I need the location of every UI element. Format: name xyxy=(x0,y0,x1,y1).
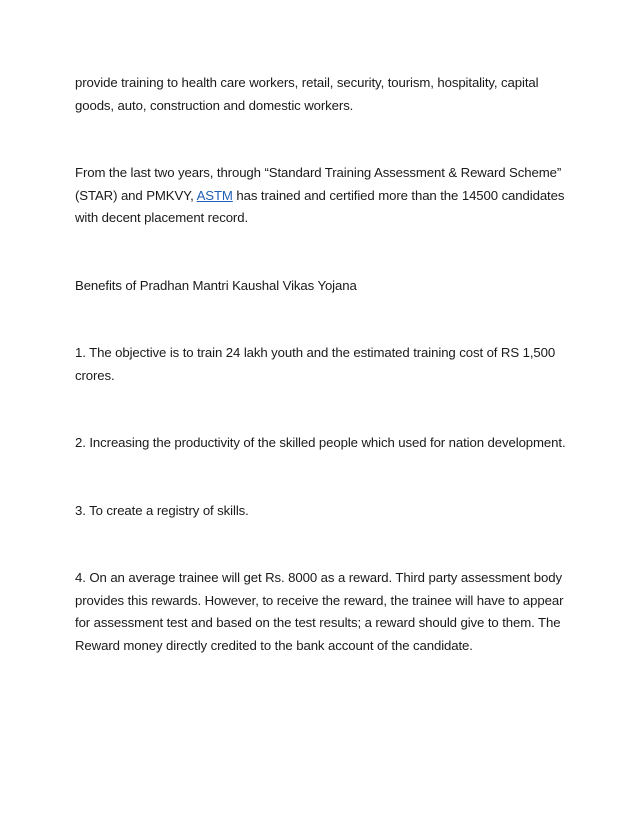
astm-link[interactable]: ASTM xyxy=(196,187,233,203)
paragraph-star-pmkvy-text-end: has trained and certified more than the 14500 candidates with decent placement record. xyxy=(75,187,565,225)
paragraph-star-pmkvy xyxy=(75,162,575,230)
paragraph-training-sectors: provide training to health care workers, retail, security, tourism, hospitality, capital goods, auto, construction and domestic workers. xyxy=(75,75,539,113)
document-body xyxy=(75,72,575,657)
paragraph-star-pmkvy-text-start: From the last two years, through “Standard Training Assessment & Reward Scheme” (STAR) and PMKVY, xyxy=(75,165,562,203)
benefit-item-1: 1. The objective is to train 24 lakh youth and the estimated training cost of RS 1,500 crores. xyxy=(75,345,556,383)
benefit-item-2: 2. Increasing the productivity of the skilled people which used for nation development. xyxy=(75,435,566,450)
benefit-item-4: 4. On an average trainee will get Rs. 8000 as a reward. Third party assessment body provides this rewards. However, to receive the reward, the trainee will have to appear for assessment test and based on the test results; a reward should give to them. The Reward money directly credited to the bank account of the candidate. xyxy=(75,570,564,653)
benefit-item-3: 3. To create a registry of skills. xyxy=(75,502,249,518)
section-heading-benefits: Benefits of Pradhan Mantri Kaushal Vikas Yojana xyxy=(75,277,357,293)
